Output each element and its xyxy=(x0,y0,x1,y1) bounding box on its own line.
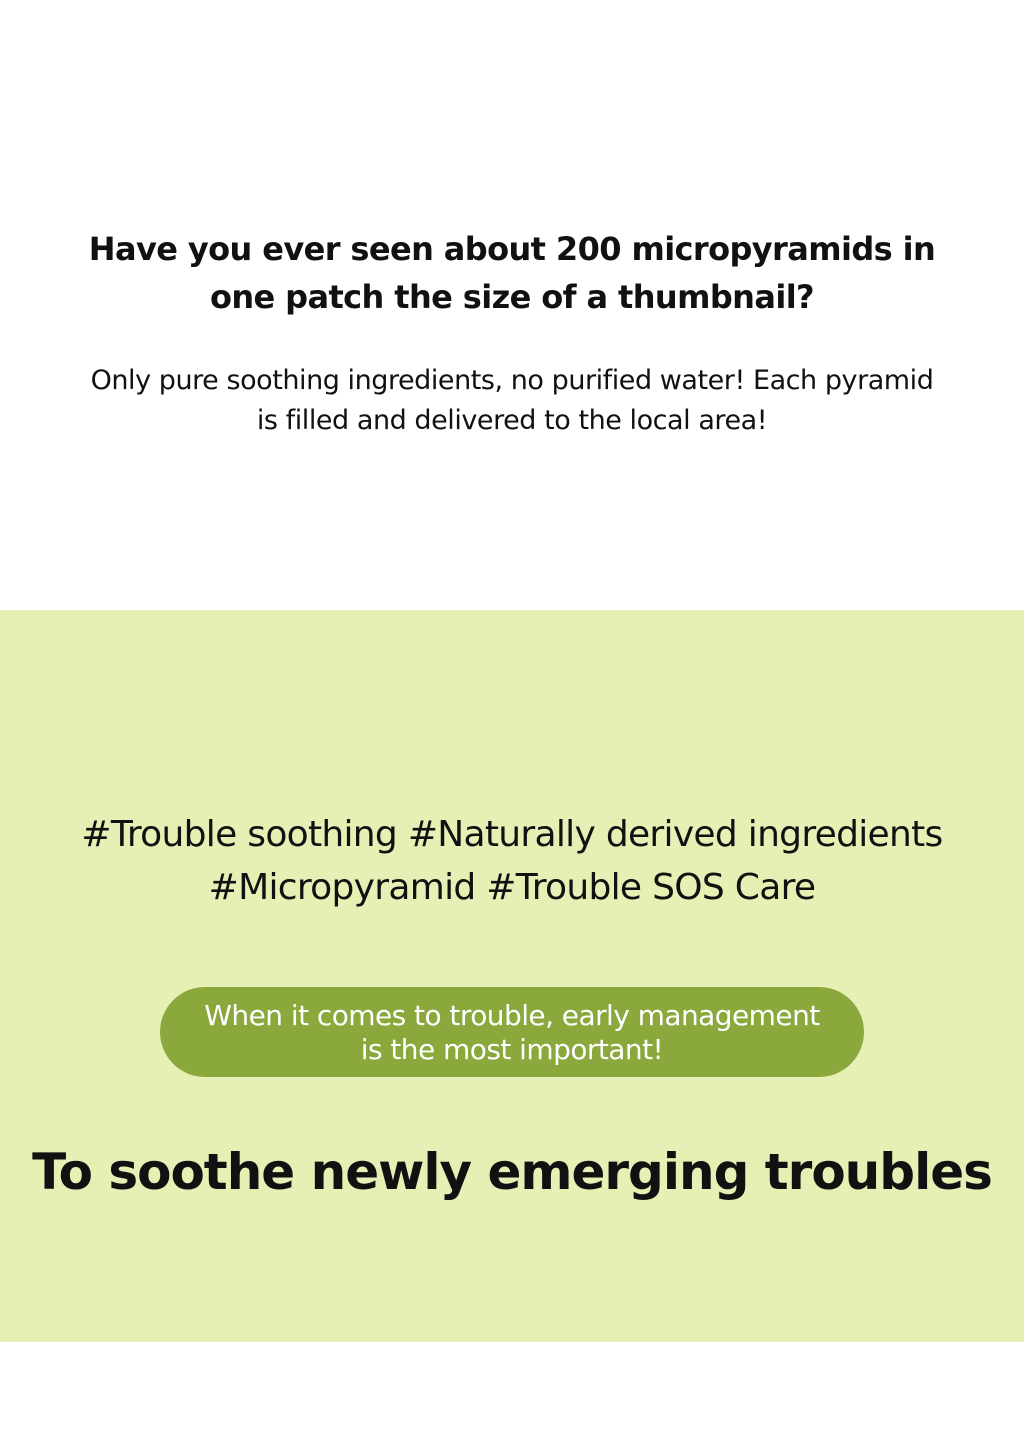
hashtag-line-2: #Micropyramid #Trouble SOS Care xyxy=(208,867,816,908)
soothe-troubles-title: To soothe newly emerging troubles xyxy=(32,1143,992,1201)
early-management-callout xyxy=(160,987,864,1077)
description-line-2: is filled and delivered to the local area! xyxy=(256,405,768,436)
hashtag-line-1: #Trouble soothing #Naturally derived ingredients xyxy=(81,814,943,855)
headline-line-2: one patch the size of a thumbnail? xyxy=(209,278,815,316)
soothing-ingredients-description xyxy=(42,361,982,441)
micropyramid-headline xyxy=(62,225,962,321)
callout-line-1: When it comes to trouble, early management xyxy=(204,999,820,1032)
headline-line-1: Have you ever seen about 200 micropyramids in xyxy=(88,230,936,268)
callout-line-2: is the most important! xyxy=(360,1033,664,1066)
trouble-care-section xyxy=(0,610,1024,1342)
bottom-white-spacer xyxy=(0,1342,1024,1451)
benefit-hashtags xyxy=(48,808,976,914)
description-line-1: Only pure soothing ingredients, no purified water! Each pyramid xyxy=(90,365,934,396)
intro-section xyxy=(0,0,1024,610)
